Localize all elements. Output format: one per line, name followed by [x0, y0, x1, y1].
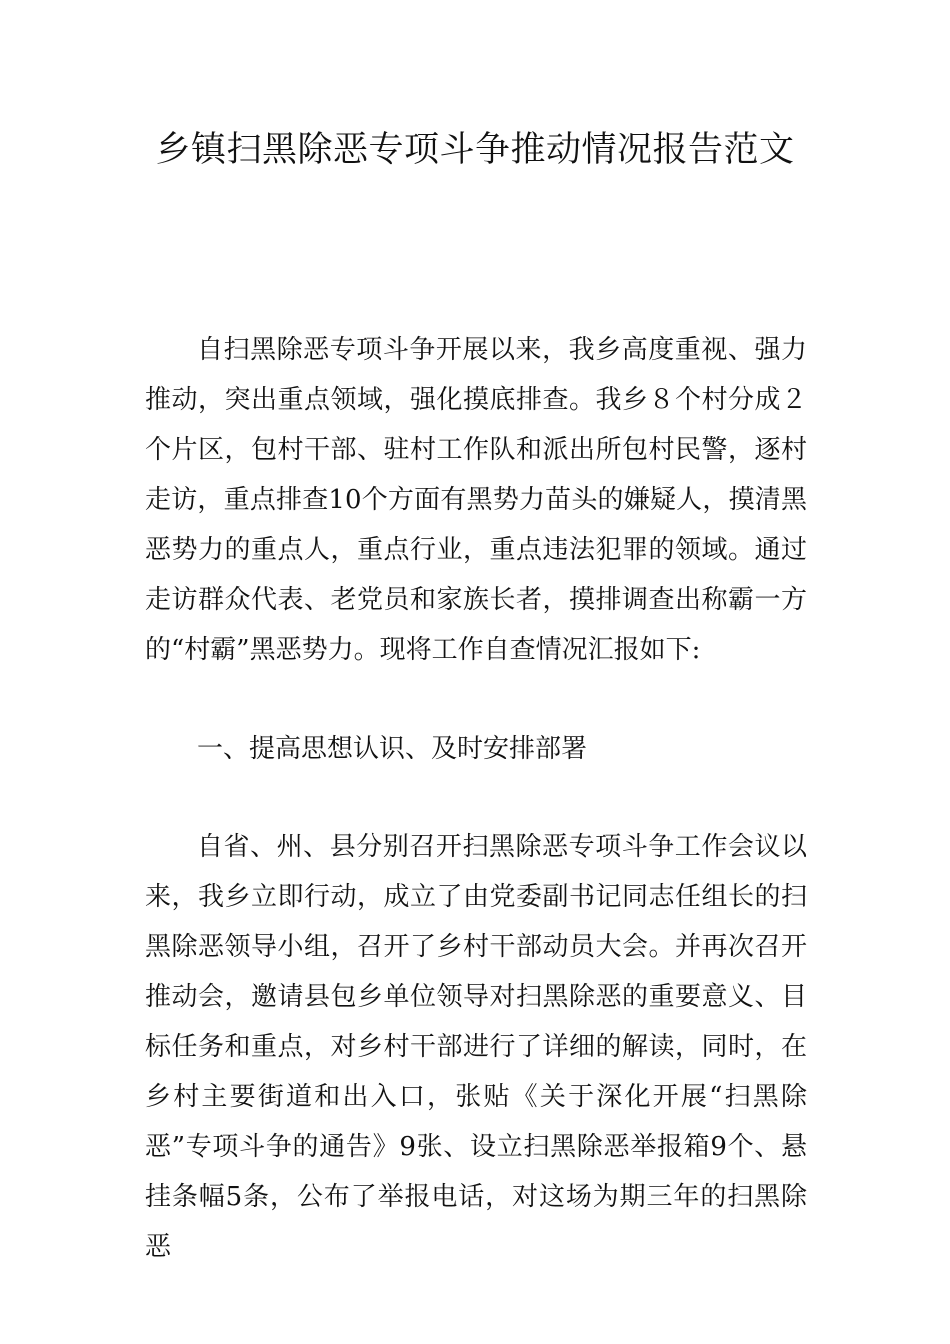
intro-paragraph: 自扫黑除恶专项斗争开展以来，我乡高度重视、强力推动，突出重点领域，强化摸底排查。我乡８个村分成２个片区，包村干部、驻村工作队和派出所包村民警，逐村走访，重点排查10个方面有黑势力苗头的嫌疑人，摸清黑恶势力的重点人，重点行业，重点违法犯罪的领域。通过走访群众代表、老党员和家族长者，摸排调查出称霸一方的“村霸”黑恶势力。现将工作自查情况汇报如下: [145, 335, 807, 665]
section-heading-1: 一、提高思想认识、及时安排部署 [197, 734, 588, 764]
document-title: 乡镇扫黑除恶专项斗争推动情况报告范文 [155, 130, 795, 170]
section-1-paragraph: 自省、州、县分别召开扫黑除恶专项斗争工作会议以来，我乡立即行动，成立了由党委副书记同志任组长的扫黑除恶领导小组，召开了乡村干部动员大会。并再次召开推动会，邀请县包乡单位领导对扫黑除恶的重要意义、目标任务和重点，对乡村干部进行了详细的解读，同时，在乡村主要街道和出入口，张贴《关于深化开展“扫黑除恶”专项斗争的通告》9张、设立扫黑除恶举报箱9个、悬挂条幅5条，公布了举报电话，对这场为期三年的扫黑除恶 [145, 832, 807, 1262]
